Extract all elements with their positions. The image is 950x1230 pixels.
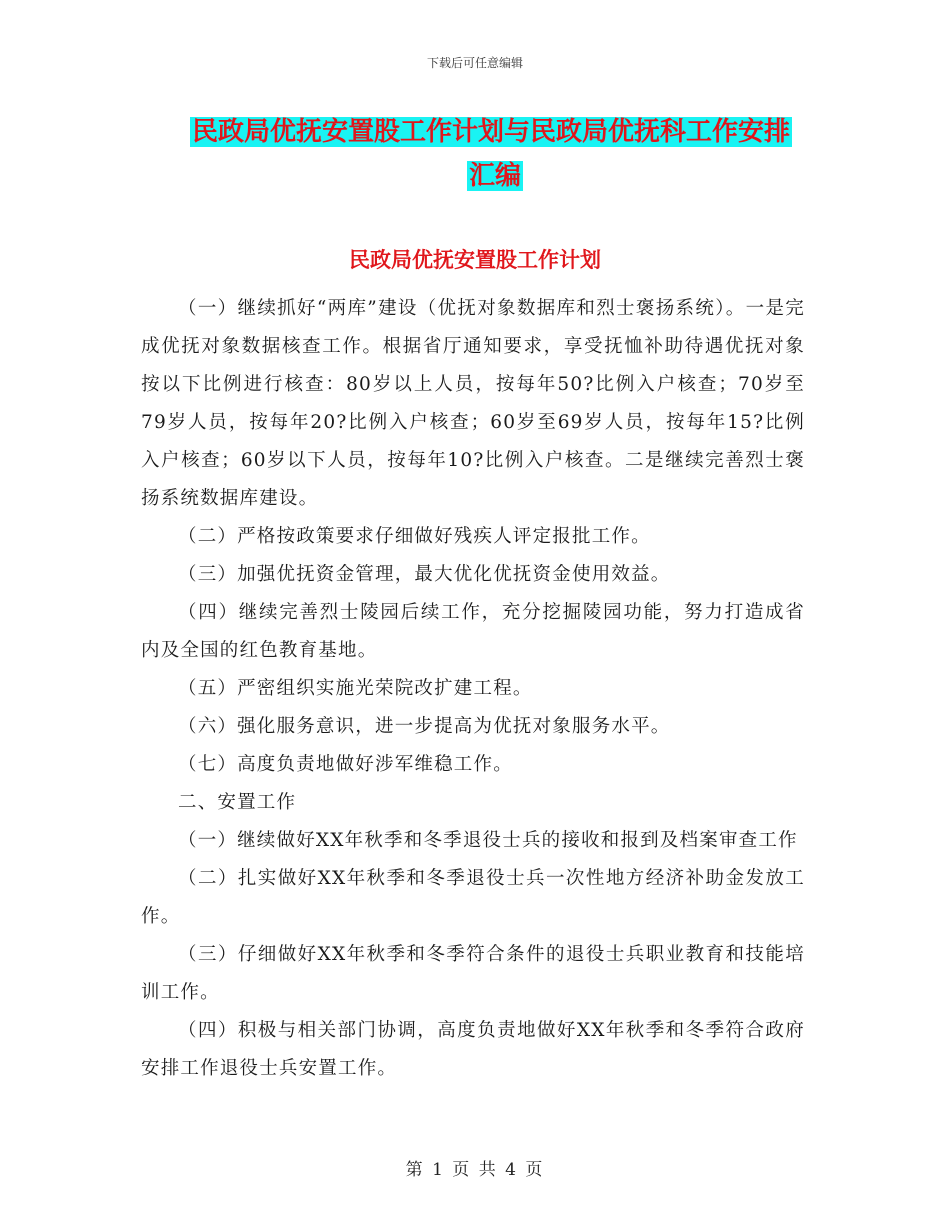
paragraph: （五）严密组织实施光荣院改扩建工程。 <box>178 678 533 699</box>
paragraph: （二）扎实做好XX年秋季和冬季退役士兵一次性地方经济补助金发放工作。 <box>141 868 805 927</box>
paragraph: （三）加强优抚资金管理，最大优化优抚资金使用效益。 <box>178 564 671 585</box>
page-header-note: 下载后可任意编辑 <box>426 56 523 70</box>
paragraph: （二）严格按政策要求仔细做好残疾人评定报批工作。 <box>178 526 651 547</box>
paragraph: （三）仔细做好XX年秋季和冬季符合条件的退役士兵职业教育和技能培训工作。 <box>141 944 805 1003</box>
document-body <box>141 290 805 1088</box>
paragraph: （六）强化服务意识，进一步提高为优抚对象服务水平。 <box>178 716 671 737</box>
paragraph: （四）继续完善烈士陵园后续工作，充分挖掘陵园功能，努力打造成省内及全国的红色教育基地。 <box>141 602 805 661</box>
document-title-line2: 汇编 <box>468 161 521 191</box>
paragraph: （一）继续做好XX年秋季和冬季退役士兵的接收和报到及档案审查工作 <box>178 830 798 851</box>
document-title <box>190 110 810 198</box>
document-title-line1: 民政局优抚安置股工作计划与民政局优抚科工作安排 <box>192 117 791 147</box>
page-number: 第 1 页 共 4 页 <box>405 1160 545 1180</box>
section-title: 民政局优抚安置股工作计划 <box>349 247 601 272</box>
paragraph: （四）积极与相关部门协调，高度负责地做好XX年秋季和冬季符合政府安排工作退役士兵安置工作。 <box>141 1020 805 1079</box>
paragraph: （七）高度负责地做好涉军维稳工作。 <box>178 754 513 775</box>
paragraph: （一）继续抓好“两库”建设（优抚对象数据库和烈士褒扬系统）。一是完成优抚对象数据核查工作。根据省厅通知要求，享受抚恤补助待遇优抚对象按以下比例进行核查：80岁以上人员，按每年50?比例入户核查；70岁至79岁人员，按每年20?比例入户核查；60岁至69岁人员，按每年15?比例入户核查；60岁以下人员，按每年10?比例入户核查。二是继续完善烈士褒扬系统数据库建设。 <box>141 298 805 509</box>
subsection-heading: 二、安置工作 <box>178 792 297 813</box>
